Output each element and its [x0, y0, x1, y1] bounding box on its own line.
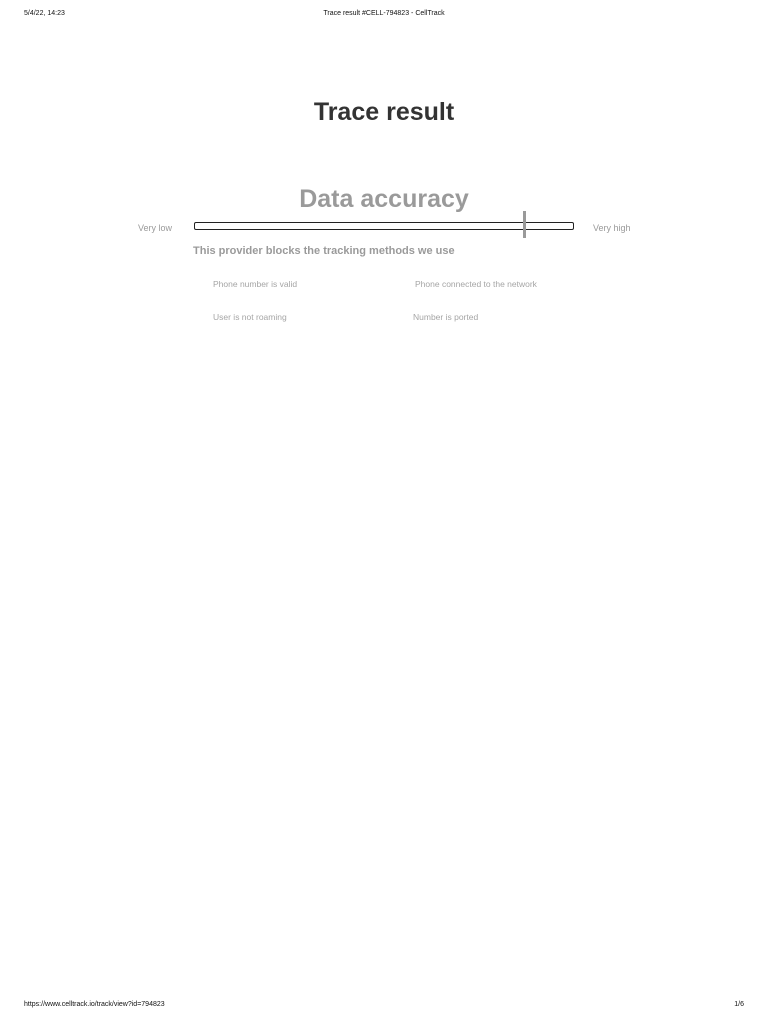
print-url: https://www.celltrack.io/track/view?id=794823	[24, 1001, 165, 1008]
print-page-number: 1/6	[734, 1001, 744, 1008]
check-phone-valid: Phone number is valid	[213, 279, 298, 289]
accuracy-high-label: Very high	[593, 223, 631, 233]
check-not-roaming: User is not roaming	[213, 312, 287, 322]
accuracy-title: Data accuracy	[299, 185, 469, 213]
check-number-ported: Number is ported	[413, 312, 479, 322]
accuracy-level-marker	[523, 211, 526, 238]
print-header	[0, 10, 768, 22]
page-title: Trace result	[313, 98, 455, 126]
accuracy-low-label: Very low	[138, 223, 173, 233]
print-footer	[0, 1001, 768, 1013]
print-document-title: Trace result #CELL-794823 - CellTrack	[323, 10, 445, 17]
accuracy-scale-track	[194, 222, 574, 230]
check-phone-connected: Phone connected to the network	[415, 279, 537, 289]
print-date: 5/4/22, 14:23	[24, 10, 65, 17]
provider-blocked-notice: This provider blocks the tracking methods we use	[193, 245, 455, 257]
